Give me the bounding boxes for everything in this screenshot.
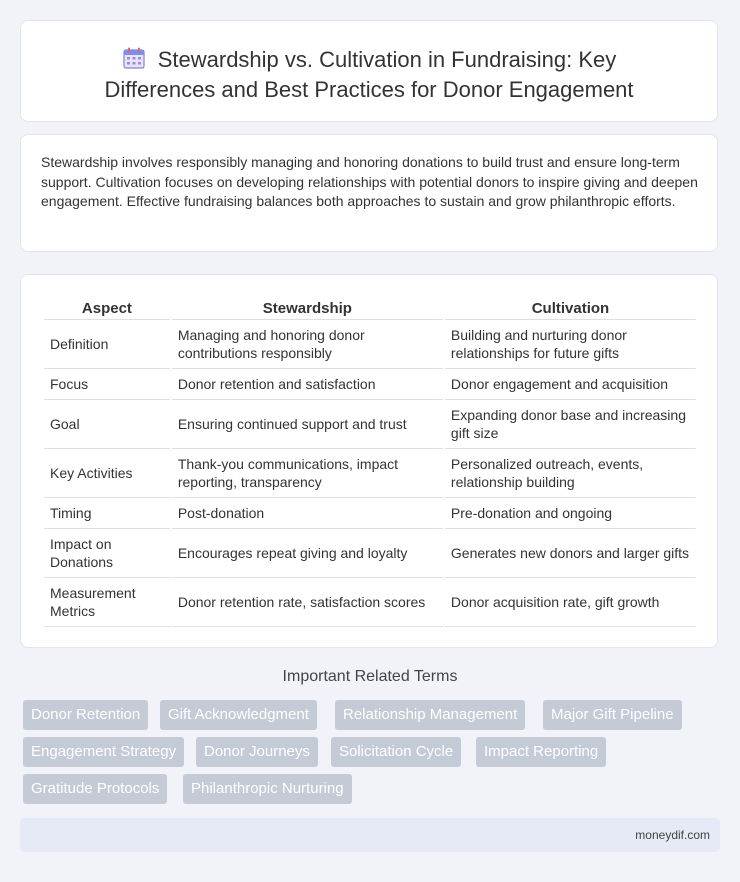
row-aspect: Impact on Donations (44, 529, 170, 578)
table-row (44, 529, 696, 578)
row-cultivation: Donor engagement and acquisition (445, 369, 696, 400)
header-stewardship: Stewardship (172, 296, 443, 320)
title-card (20, 20, 718, 122)
table-row (44, 498, 696, 529)
page-title (21, 45, 717, 105)
tag-major-gift-pipeline[interactable]: Major Gift Pipeline (543, 700, 682, 730)
title-line-2: Differences and Best Practices for Donor Engagement (104, 77, 634, 102)
calendar-icon (122, 46, 146, 70)
tag-engagement-strategy[interactable]: Engagement Strategy (23, 737, 184, 767)
table-row (44, 400, 696, 449)
row-cultivation: Expanding donor base and increasing gift size (445, 400, 696, 449)
row-aspect: Key Activities (44, 449, 170, 498)
row-cultivation: Personalized outreach, events, relationship building (445, 449, 696, 498)
tag-gratitude-protocols[interactable]: Gratitude Protocols (23, 774, 167, 804)
tag-donor-journeys[interactable]: Donor Journeys (196, 737, 318, 767)
intro-card (20, 134, 718, 252)
tag-gift-acknowledgment[interactable]: Gift Acknowledgment (160, 700, 317, 730)
intro-paragraph: Stewardship involves responsibly managing and honoring donations to build trust and ensure long-term support. Cultivation focuses on developing relationships with potential donors to inspire giving and deepen engagement. Effective fundraising balances both approaches to sustain and grow philanthropic efforts. (41, 154, 698, 209)
row-cultivation: Pre-donation and ongoing (445, 498, 696, 529)
footer (20, 818, 720, 852)
footer-site[interactable]: moneydif.com (635, 828, 710, 842)
header-cultivation: Cultivation (445, 296, 696, 320)
row-stewardship: Ensuring continued support and trust (172, 400, 443, 449)
row-stewardship: Post-donation (172, 498, 443, 529)
tag-relationship-management[interactable]: Relationship Management (335, 700, 525, 730)
tag-impact-reporting[interactable]: Impact Reporting (476, 737, 606, 767)
row-aspect: Goal (44, 400, 170, 449)
table-row (44, 369, 696, 400)
title-line-1: Stewardship vs. Cultivation in Fundraising: Key (157, 47, 617, 72)
row-cultivation: Donor acquisition rate, gift growth (445, 578, 696, 627)
table-row (44, 449, 696, 498)
header-aspect: Aspect (44, 296, 170, 320)
tag-donor-retention[interactable]: Donor Retention (23, 700, 148, 730)
row-stewardship: Thank-you communications, impact reporting, transparency (172, 449, 443, 498)
row-aspect: Measurement Metrics (44, 578, 170, 627)
table-row (44, 320, 696, 369)
row-aspect: Definition (44, 320, 170, 369)
row-stewardship: Encourages repeat giving and loyalty (172, 529, 443, 578)
row-cultivation: Building and nurturing donor relationships for future gifts (445, 320, 696, 369)
related-terms-heading: Important Related Terms (282, 668, 458, 685)
tag-solicitation-cycle[interactable]: Solicitation Cycle (331, 737, 461, 767)
comparison-table (42, 296, 698, 627)
table-row (44, 578, 696, 627)
tag-philanthropic-nurturing[interactable]: Philanthropic Nurturing (183, 774, 352, 804)
comparison-card (20, 274, 718, 648)
row-stewardship: Donor retention rate, satisfaction scores (172, 578, 443, 627)
row-stewardship: Managing and honoring donor contributions responsibly (172, 320, 443, 369)
row-cultivation: Generates new donors and larger gifts (445, 529, 696, 578)
row-aspect: Timing (44, 498, 170, 529)
row-stewardship: Donor retention and satisfaction (172, 369, 443, 400)
row-aspect: Focus (44, 369, 170, 400)
table-header-row (44, 296, 696, 320)
